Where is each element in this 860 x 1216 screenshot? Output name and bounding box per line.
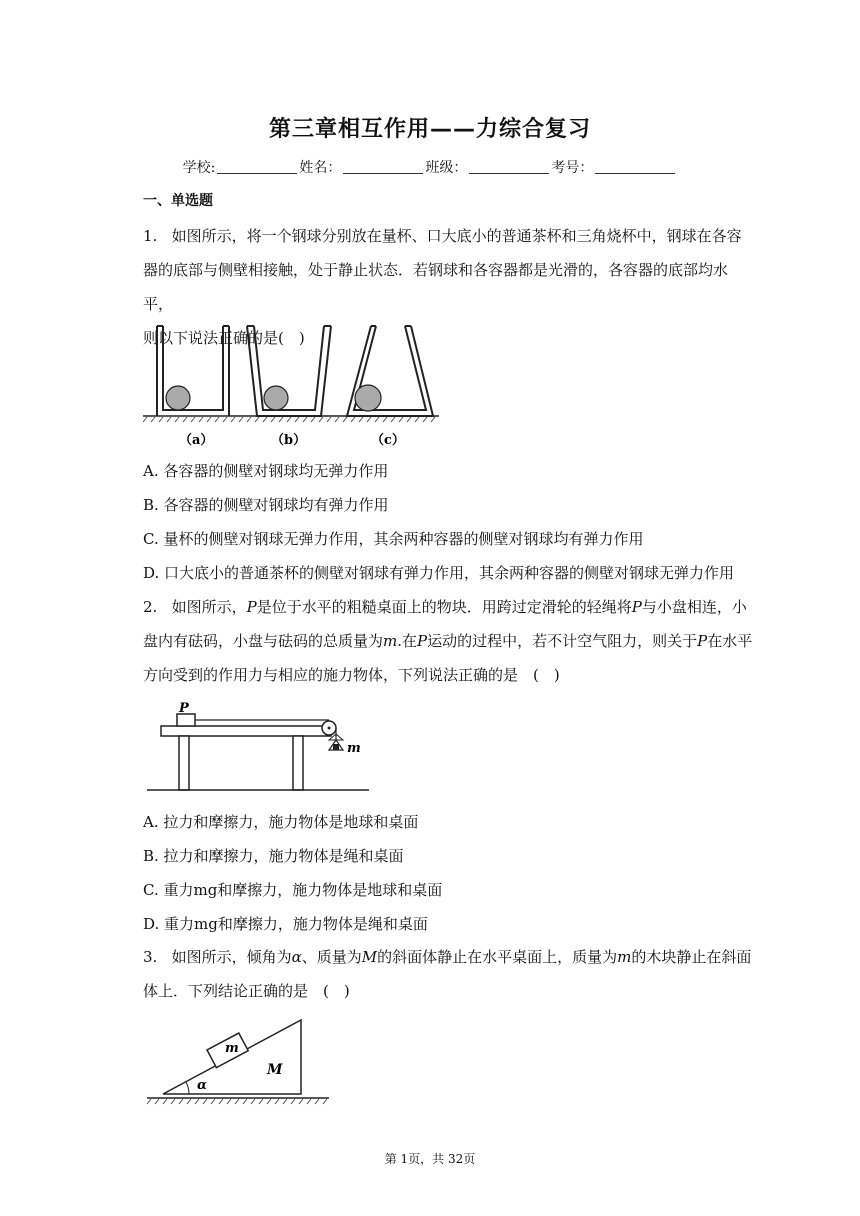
q2-option-a: A. 拉力和摩擦力，施力物体是地球和桌面 xyxy=(143,813,419,831)
question-3-text xyxy=(143,940,753,1008)
q2-line-3: 方向受到的作用力与相应的施力物体，下列说法正确的是 ( ) xyxy=(143,666,560,684)
q2-number: 2. xyxy=(143,598,158,616)
q2-text-1b: 是位于水平的粗糙桌面上的物块．用跨过定滑轮的轻绳将 xyxy=(256,598,632,616)
q2-text-2a: 盘内有砝码，小盘与砝码的总质量为 xyxy=(143,632,384,650)
container-a xyxy=(157,326,229,416)
name-blank xyxy=(343,159,423,174)
q2-text-1c: 与小盘相连，小 xyxy=(641,598,747,616)
class-label: 班级： xyxy=(425,160,468,176)
q3-text-1d: 的木块静止在斜面 xyxy=(631,948,752,966)
var-alpha: α xyxy=(291,948,302,966)
q2-option-c: C. 重力mg和摩擦力，施力物体是地球和桌面 xyxy=(143,881,443,899)
var-p: P xyxy=(631,598,642,616)
section-heading: 一、单选题 xyxy=(143,193,213,209)
q3-text-1c: 的斜面体静止在水平桌面上，质量为 xyxy=(377,948,618,966)
q1-option-d: D. 口大底小的普通茶杯的侧壁对钢球有弹力作用，其余两种容器的侧壁对钢球无弹力作用 xyxy=(143,564,735,582)
q1-line-1: 如图所示，将一个钢球分别放在量杯、口大底小的普通茶杯和三角烧杯中，钢球在各容 xyxy=(171,227,742,245)
q3-number: 3. xyxy=(143,948,158,966)
student-info-line xyxy=(0,157,860,177)
var-m: m xyxy=(617,948,632,966)
page-footer: 第 1页，共 32页 xyxy=(384,1152,476,1166)
var-p: P xyxy=(417,632,428,650)
fig-label-p: P xyxy=(179,701,189,716)
q2-text-2d: 在水平 xyxy=(707,632,753,650)
q3-line-2: 体上．下列结论正确的是 ( ) xyxy=(143,982,350,1000)
fig-label-alpha: α xyxy=(197,1078,208,1093)
page-title: 第三章相互作用——力综合复习 xyxy=(268,117,591,142)
q3-figure xyxy=(143,1014,343,1110)
name-label: 姓名： xyxy=(299,160,342,176)
var-p: P xyxy=(697,632,708,650)
q1-option-c: C. 量杯的侧壁对钢球无弹力作用，其余两种容器的侧壁对钢球均有弹力作用 xyxy=(143,530,644,548)
q2-text-2b: .在 xyxy=(397,632,418,650)
q1-option-b: B. 各容器的侧壁对钢球均有弹力作用 xyxy=(143,496,389,514)
q1-line-2: 器的底部与侧壁相接触，处于静止状态．若钢球和各容器都是光滑的，各容器的底部均水平， xyxy=(143,261,729,313)
q1-figure xyxy=(143,320,443,450)
school-label: 学校: xyxy=(182,160,216,176)
q1-option-a: A. 各容器的侧壁对钢球均无弹力作用 xyxy=(143,462,389,480)
school-blank xyxy=(217,159,297,174)
exam-no-label: 考号： xyxy=(551,160,594,176)
q2-text-2c: 运动的过程中，若不计空气阻力，则关于 xyxy=(427,632,698,650)
fig-label-m: m xyxy=(225,1041,239,1056)
q2-option-b: B. 拉力和摩擦力，施力物体是绳和桌面 xyxy=(143,847,404,865)
class-blank xyxy=(469,159,549,174)
fig-label-big-m: M xyxy=(267,1062,283,1078)
fig-label-m: m xyxy=(347,741,361,756)
question-2-text xyxy=(143,590,753,692)
label-a: （a） xyxy=(179,433,214,448)
label-c: （c） xyxy=(371,433,405,448)
exam-no-blank xyxy=(595,159,675,174)
q2-text-1a: 如图所示， xyxy=(171,598,247,616)
var-m: m xyxy=(383,632,398,650)
label-b: （b） xyxy=(271,433,307,448)
q3-text-1a: 如图所示，倾角为 xyxy=(171,948,292,966)
q3-text-1b: 、质量为 xyxy=(301,948,362,966)
container-c xyxy=(347,326,433,416)
var-p: P xyxy=(246,598,257,616)
container-b xyxy=(247,326,331,416)
q1-number: 1. xyxy=(143,227,158,245)
q1-line-3: 则以下说法正确的是( ) xyxy=(143,329,305,347)
q2-figure xyxy=(143,698,383,798)
q2-option-d: D. 重力mg和摩擦力，施力物体是绳和桌面 xyxy=(143,915,428,933)
var-big-m: M xyxy=(361,948,378,966)
